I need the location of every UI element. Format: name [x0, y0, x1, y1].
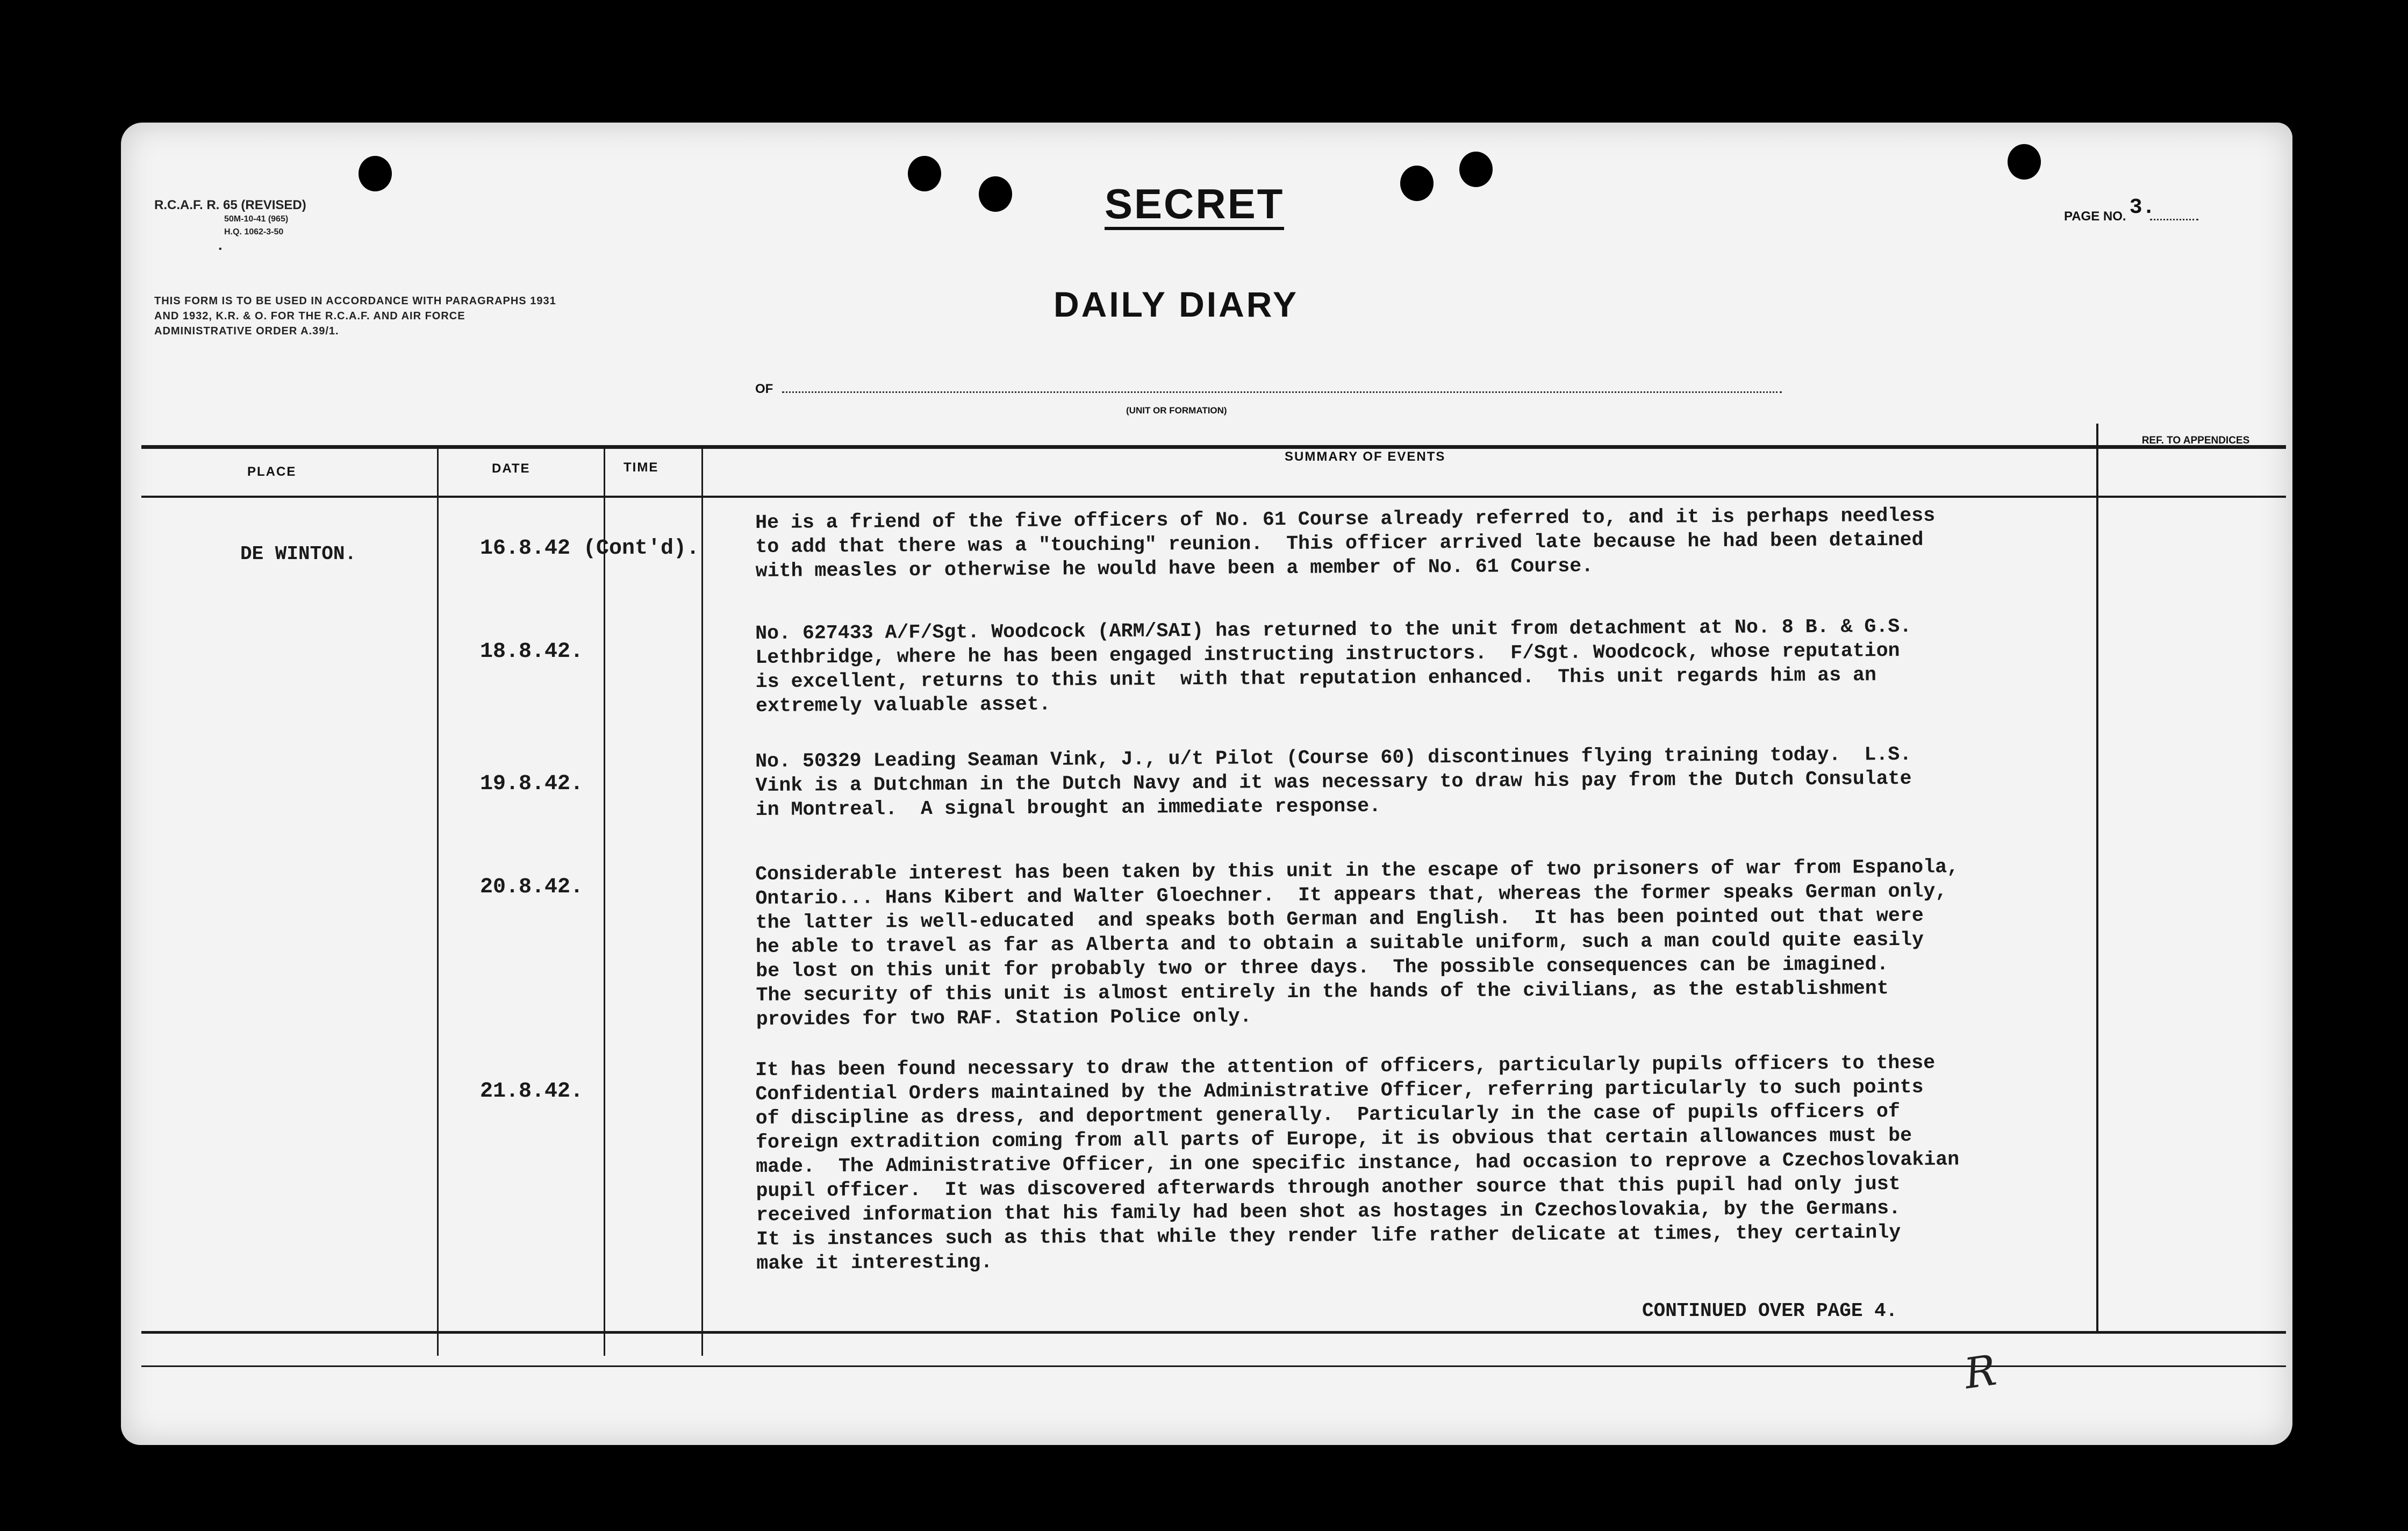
entry-summary: No. 627433 A/F/Sgt. Woodcock (ARM/SAI) has returned to the unit from detachment at No. 8 B. & G.S. Lethbridge, where he has been engaged instructing instructors. F/Sgt. Woodcock, whose reputation is excellent, returns to this unit with that reputation enhanced. This unit regards him as an extremely valuable asset.	[755, 615, 1912, 717]
form-number: R.C.A.F. R. 65 (REVISED)	[154, 198, 306, 212]
unit-formation-line	[782, 391, 1782, 393]
column-header-place: PLACE	[247, 464, 297, 479]
hq-code: H.Q. 1062-3-50	[224, 227, 284, 237]
header-bottom-rule	[141, 496, 2286, 498]
page-number-line	[2150, 219, 2198, 220]
entry-date: 21.8.42.	[480, 1079, 584, 1104]
punch-hole	[1459, 152, 1493, 187]
diary-sheet	[121, 123, 2292, 1445]
entry-summary: He is a friend of the five officers of No. 61 Course already referred to, and it is perhaps needless to add that there was a "touching" reunion. This officer arrived late because he had been detained with measles or otherwise he would have been a member of No. 61 Course.	[755, 504, 1936, 582]
column-header-ref: REF. TO APPENDICES	[2141, 435, 2250, 446]
table-bottom-rule	[141, 1331, 2286, 1334]
form-number-block	[154, 198, 306, 254]
entry-date: 20.8.42.	[480, 875, 584, 899]
bullet-dot: •	[219, 245, 222, 254]
punch-hole	[1400, 166, 1434, 201]
column-header-summary: SUMMARY OF EVENTS	[1285, 449, 1446, 464]
entry-summary: No. 50329 Leading Seaman Vink, J., u/t Pilot (Course 60) discontinues flying training today. L.S. Vink is a Dutchman in the Dutch Navy and it was necessary to draw his pay from the Dutch Consulate in Montreal. A signal brought an immediate response.	[755, 743, 1912, 821]
handwritten-initial: R	[1961, 1346, 2000, 1399]
column-header-date: DATE	[492, 461, 531, 476]
punch-hole	[908, 156, 941, 191]
entry-date: 16.8.42 (Cont'd).	[480, 536, 700, 561]
continued-note: CONTINUED OVER PAGE 4.	[1642, 1300, 1898, 1322]
entry-date: 19.8.42.	[480, 772, 584, 796]
column-header-time: TIME	[624, 460, 659, 475]
entry-summary: Considerable interest has been taken by this unit in the escape of two prisoners of war from Espanola, Ontario... Hans Kibert and Walter Gloechner. It appears that, whereas the former speaks German only, the latter is well-educated and speaks both German and English. It has been pointed out that were he able to travel as far as Alberta and to obtain a suitable uniform, such a man could quite easily be lost on this unit for probably two or three days. The possible consequences can be imagined. The security of this unit is almost entirely in the hands of the civilians, as the establishment provides for two RAF. Station Police only.	[755, 856, 1959, 1031]
page-number-value: 3.	[2129, 196, 2155, 220]
column-divider-date-time	[604, 447, 605, 1356]
table-top-rule	[141, 445, 2286, 449]
entry-date: 18.8.42.	[480, 640, 584, 664]
of-label: OF	[755, 382, 773, 396]
column-divider-time-summary	[701, 447, 703, 1356]
punch-hole	[359, 156, 392, 191]
page-title: DAILY DIARY	[1054, 284, 1299, 324]
place-value: DE WINTON.	[240, 543, 357, 565]
page-number-label: PAGE NO.	[2064, 209, 2126, 224]
page-number-field	[2064, 196, 2198, 227]
punch-hole	[2008, 144, 2041, 180]
column-divider-place-date	[437, 447, 439, 1356]
punch-hole	[979, 176, 1012, 212]
print-code: 50M-10-41 (965)	[224, 214, 289, 224]
classification-stamp: SECRET	[1105, 181, 1284, 230]
entry-summary: It has been found necessary to draw the attention of officers, particularly pupils officers to these Confidential Orders maintained by the Administrative Officer, referring particularly to such points of discipline as dress, and deportment generally. Particularly in the case of pupils officers of foreign extradition coming from all parts of Europe, it is obvious that certain allowances must be made. The Administrative Officer, in one specific instance, had occasion to reprove a Czechoslovakian pupil officer. It was discovered afterwards through another source that this pupil had only just received information that his family had been shot as hostages in Czechoslovakia, by the Germans. It is instances such as this that while they render life rather delicate at times, they certainly make it interesting.	[755, 1051, 1960, 1275]
usage-instructions: THIS FORM IS TO BE USED IN ACCORDANCE WITH PARAGRAPHS 1931 AND 1932, K.R. & O. FOR THE R.C.A.F. AND AIR FORCE ADMINISTRATIVE ORDER A.39/1.	[154, 295, 556, 337]
unit-caption: (UNIT OR FORMATION)	[1126, 405, 1227, 416]
